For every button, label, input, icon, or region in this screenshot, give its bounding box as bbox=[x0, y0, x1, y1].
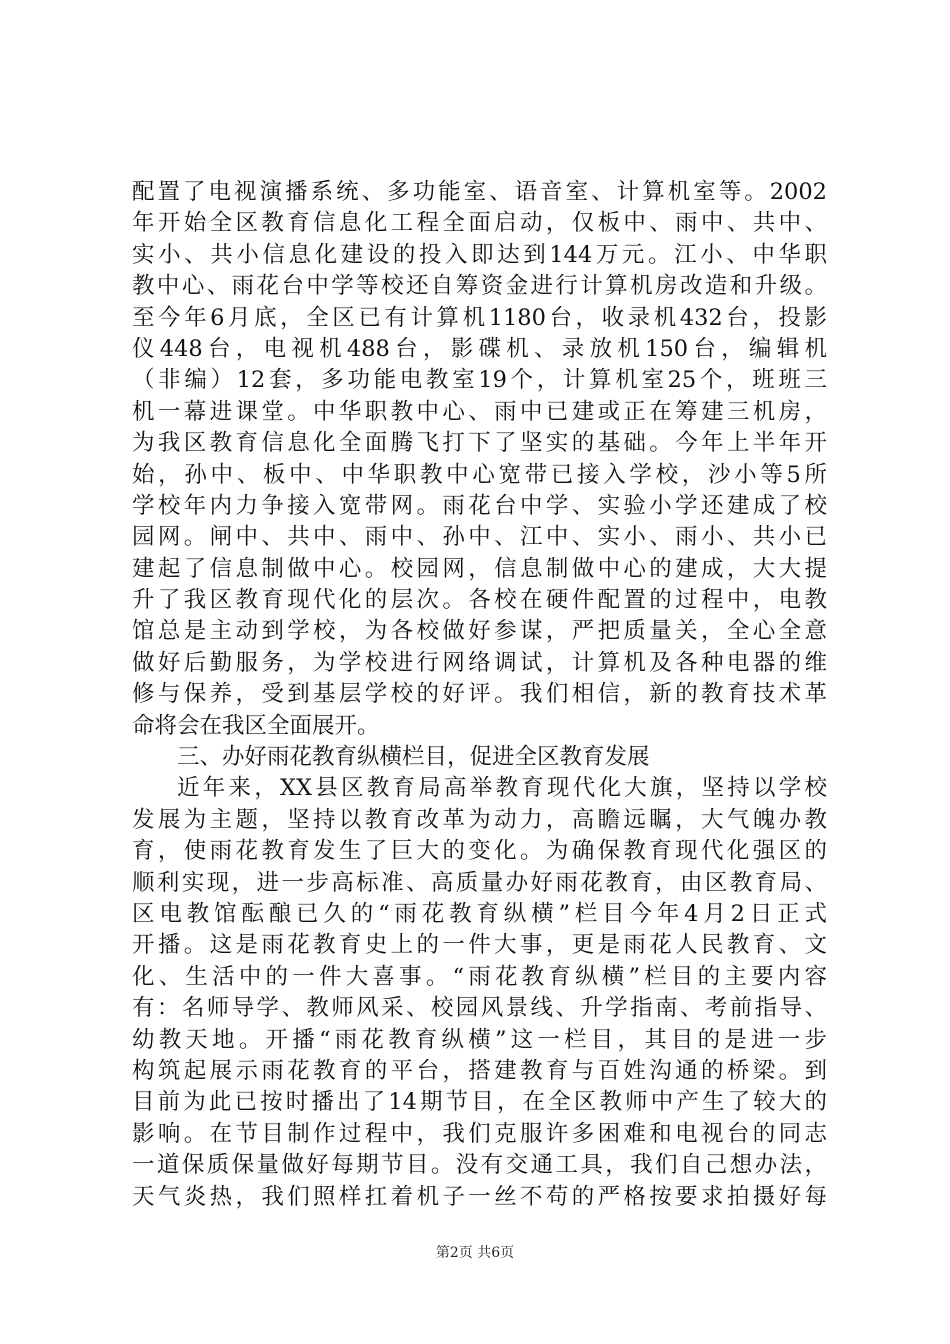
text-line: 顺利实现，进一步高标准、高质量办好雨花教育，由区教育局、 bbox=[132, 869, 827, 896]
text-line: 开播。这是雨花教育史上的一件大事，更是雨花人民教育、文 bbox=[132, 932, 827, 959]
body-text bbox=[132, 177, 827, 1213]
text-line: 至今年6月底，全区已有计算机1180台，收录机432台，投影 bbox=[132, 304, 827, 331]
text-line: 构筑起展示雨花教育的平台，搭建教育与百姓沟通的桥梁。到 bbox=[132, 1057, 827, 1084]
text-line: 为我区教育信息化全面腾飞打下了坚实的基础。今年上半年开 bbox=[132, 430, 827, 457]
text-line: 天气炎热，我们照样扛着机子一丝不苟的严格按要求拍摄好每 bbox=[132, 1183, 827, 1210]
text-line: 实小、共小信息化建设的投入即达到144万元。江小、中华职 bbox=[132, 241, 827, 268]
page-number-footer: 第2页 共6页 bbox=[435, 1245, 515, 1261]
text-line: 配置了电视演播系统、多功能室、语音室、计算机室等。2002 bbox=[132, 179, 827, 205]
text-line: 仪448台，电视机488台，影碟机、录放机150台，编辑机 bbox=[132, 335, 827, 362]
text-line: 学校年内力争接入宽带网。雨花台中学、实验小学还建成了校 bbox=[132, 492, 827, 519]
text-line: 区电教馆酝酿已久的“雨花教育纵横”栏目今年4月2日正式 bbox=[132, 900, 827, 927]
text-line: 一道保质保量做好每期节目。没有交通工具，我们自己想办法， bbox=[132, 1152, 827, 1179]
text-line: 有：名师导学、教师风采、校园风景线、升学指南、考前指导、 bbox=[132, 995, 827, 1022]
text-line: 建起了信息制做中心。校园网，信息制做中心的建成，大大提 bbox=[132, 555, 827, 582]
text-line: 目前为此已按时播出了14期节目，在全区教师中产生了较大的 bbox=[132, 1089, 827, 1116]
text-line: 影响。在节目制作过程中，我们克服许多困难和电视台的同志 bbox=[132, 1120, 827, 1147]
text-line: 升了我区教育现代化的层次。各校在硬件配置的过程中，电教 bbox=[132, 587, 827, 614]
text-line: 教中心、雨花台中学等校还自筹资金进行计算机房改造和升级。 bbox=[132, 273, 827, 300]
section-heading: 三、办好雨花教育纵横栏目，促进全区教育发展 bbox=[177, 744, 650, 771]
text-line: 命将会在我区全面展开。 bbox=[132, 712, 380, 739]
text-line: 发展为主题，坚持以教育改革为动力，高瞻远瞩，大气魄办教 bbox=[132, 806, 827, 833]
text-line: 育，使雨花教育发生了巨大的变化。为确保教育现代化强区的 bbox=[132, 838, 827, 865]
text-line: （非编）12套，多功能电教室19个，计算机室25个，班班三 bbox=[132, 367, 827, 394]
text-line: 幼教天地。开播“雨花教育纵横”这一栏目，其目的是进一步 bbox=[132, 1026, 827, 1053]
text-line: 机一幕进课堂。中华职教中心、雨中已建或正在筹建三机房， bbox=[132, 398, 827, 425]
text-line: 化、生活中的一件大喜事。“雨花教育纵横”栏目的主要内容 bbox=[132, 963, 827, 990]
text-line: 年开始全区教育信息化工程全面启动，仅板中、雨中、共中、 bbox=[132, 210, 827, 237]
text-line: 园网。闸中、共中、雨中、孙中、江中、实小、雨小、共小已 bbox=[132, 524, 827, 551]
text-line: 馆总是主动到学校，为各校做好参谋，严把质量关，全心全意 bbox=[132, 618, 827, 645]
text-line: 始，孙中、板中、中华职教中心宽带已接入学校，沙小等5所 bbox=[132, 461, 827, 488]
text-line: 修与保养，受到基层学校的好评。我们相信，新的教育技术革 bbox=[132, 681, 827, 708]
text-line: 做好后勤服务，为学校进行网络调试，计算机及各种电器的维 bbox=[132, 649, 827, 676]
text-line: 近年来，XX县区教育局高举教育现代化大旗，坚持以学校 bbox=[177, 775, 827, 802]
